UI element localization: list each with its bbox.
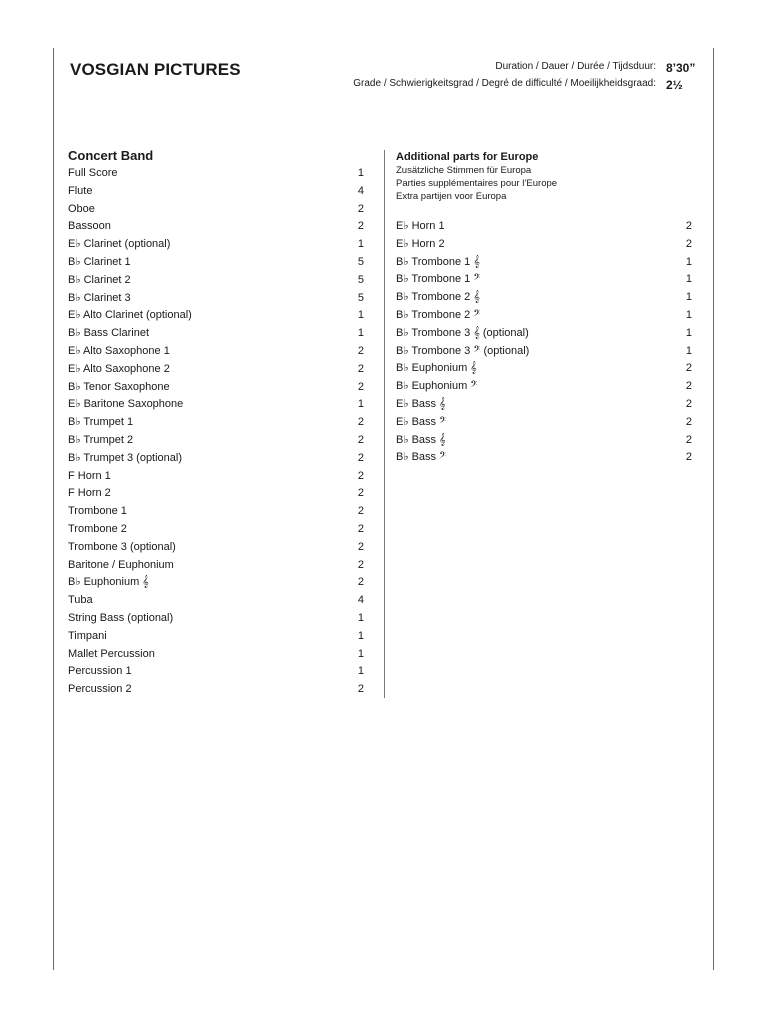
part-quantity: 2 <box>357 522 364 535</box>
part-quantity: 2 <box>357 469 364 482</box>
part-quantity: 2 <box>357 344 364 357</box>
part-name: String Bass (optional) <box>68 611 174 624</box>
part-name: Trombone 1 <box>68 505 127 518</box>
part-row <box>68 485 364 503</box>
part-row <box>396 289 692 307</box>
part-name: Full Score <box>68 167 118 179</box>
part-name: Trombone 2 <box>68 522 127 535</box>
part-row <box>68 343 364 361</box>
part-name: B♭ Trombone 1 𝄢 <box>396 273 481 286</box>
part-quantity: 2 <box>685 380 692 393</box>
page-border-left <box>53 48 54 970</box>
part-quantity: 2 <box>357 576 364 589</box>
part-quantity: 2 <box>357 540 364 553</box>
part-name: B♭ Trombone 2 𝄢 <box>396 308 481 321</box>
part-row <box>68 610 364 628</box>
column-divider <box>384 150 385 698</box>
part-name: B♭ Euphonium 𝄞 <box>68 576 149 589</box>
part-row <box>68 539 364 557</box>
part-quantity: 2 <box>685 220 692 232</box>
part-name: F Horn 1 <box>68 469 111 482</box>
duration-value: 8’30” <box>666 61 696 75</box>
part-quantity: 1 <box>357 647 364 660</box>
part-quantity: 1 <box>357 611 364 624</box>
part-row <box>68 201 364 219</box>
part-name: B♭ Clarinet 3 <box>68 291 131 304</box>
part-quantity: 1 <box>357 629 364 642</box>
part-name: F Horn 2 <box>68 487 111 500</box>
part-name: B♭ Trombone 3 𝄢 (optional) <box>396 344 530 357</box>
additional-subtitle-de: Zusätzliche Stimmen für Europa <box>396 165 532 176</box>
part-quantity: 2 <box>685 237 692 250</box>
part-name: B♭ Trumpet 1 <box>68 416 134 429</box>
grade-label: Grade / Schwierigkeitsgrad / Degré de difficulté / Moeilijkheidsgraad: <box>353 78 656 89</box>
part-row <box>68 379 364 397</box>
part-row <box>396 360 692 378</box>
part-name: B♭ Bass 𝄞 <box>396 433 446 446</box>
additional-parts-heading: Additional parts for Europe <box>396 151 539 163</box>
part-name: Oboe <box>68 202 95 215</box>
part-quantity: 2 <box>357 487 364 500</box>
part-quantity: 1 <box>357 238 364 251</box>
part-quantity: 5 <box>357 255 364 268</box>
part-quantity: 4 <box>357 594 364 607</box>
part-row <box>396 449 692 467</box>
part-name: Mallet Percussion <box>68 647 155 660</box>
part-name: B♭ Euphonium 𝄞 <box>396 362 477 375</box>
part-name: E♭ Baritone Saxophone <box>68 398 184 411</box>
part-quantity: 2 <box>357 380 364 393</box>
part-row <box>68 681 364 699</box>
part-name: E♭ Bass 𝄢 <box>396 415 447 428</box>
part-quantity: 5 <box>357 291 364 304</box>
part-name: B♭ Euphonium 𝄢 <box>396 380 478 393</box>
part-row <box>68 432 364 450</box>
part-name: Trombone 3 (optional) <box>68 540 176 553</box>
part-name: B♭ Trumpet 3 (optional) <box>68 451 183 464</box>
part-name: B♭ Trombone 1 𝄞 <box>396 255 480 268</box>
part-row <box>68 414 364 432</box>
part-name: B♭ Trumpet 2 <box>68 433 134 446</box>
part-row <box>68 574 364 592</box>
part-row <box>68 254 364 272</box>
part-quantity: 2 <box>685 397 692 410</box>
part-name: Percussion 2 <box>68 683 132 696</box>
part-name: B♭ Clarinet 2 <box>68 273 131 286</box>
part-row <box>68 165 364 183</box>
part-name: B♭ Trombone 3 𝄞 (optional) <box>396 326 529 339</box>
part-row <box>396 378 692 396</box>
additional-parts-list <box>396 218 692 467</box>
part-quantity: 5 <box>357 273 364 286</box>
additional-subtitle-fr: Parties supplémentaires pour l’Europe <box>396 178 558 189</box>
part-row <box>396 396 692 414</box>
part-quantity: 2 <box>357 202 364 215</box>
part-row <box>396 343 692 361</box>
additional-subtitle-nl: Extra partijen voor Europa <box>396 191 507 202</box>
part-name: E♭ Alto Clarinet (optional) <box>68 309 192 322</box>
part-row <box>68 521 364 539</box>
part-row <box>68 183 364 201</box>
part-name: Flute <box>68 184 93 197</box>
part-name: E♭ Bass 𝄞 <box>396 397 446 410</box>
part-name: B♭ Trombone 2 𝄞 <box>396 291 480 304</box>
part-name: Timpani <box>68 629 107 642</box>
part-row <box>68 290 364 308</box>
part-row <box>68 272 364 290</box>
duration-label: Duration / Dauer / Durée / Tijdsduur: <box>495 61 656 72</box>
part-row <box>68 557 364 575</box>
additional-parts-section <box>396 150 692 467</box>
part-row <box>396 236 692 254</box>
part-quantity: 2 <box>357 683 364 696</box>
part-quantity: 2 <box>685 451 692 464</box>
part-row <box>68 218 364 236</box>
part-quantity: 1 <box>685 308 692 321</box>
concert-band-parts-list <box>68 165 364 699</box>
part-row <box>396 254 692 272</box>
part-quantity: 2 <box>357 362 364 375</box>
part-row <box>68 396 364 414</box>
part-quantity: 1 <box>357 309 364 322</box>
part-row <box>396 414 692 432</box>
part-name: B♭ Bass 𝄢 <box>396 451 447 464</box>
part-quantity: 1 <box>685 291 692 304</box>
part-name: Baritone / Euphonium <box>68 558 174 571</box>
part-quantity: 1 <box>685 255 692 268</box>
part-row <box>396 325 692 343</box>
part-row <box>396 218 692 236</box>
part-row <box>396 307 692 325</box>
page-title: VOSGIAN PICTURES <box>70 60 241 79</box>
part-name: B♭ Clarinet 1 <box>68 255 131 268</box>
part-row <box>68 646 364 664</box>
part-quantity: 1 <box>357 167 364 179</box>
part-quantity: 1 <box>357 398 364 411</box>
part-quantity: 1 <box>685 273 692 286</box>
part-row <box>68 592 364 610</box>
part-row <box>68 503 364 521</box>
part-quantity: 2 <box>357 416 364 429</box>
part-row <box>68 450 364 468</box>
part-name: Bassoon <box>68 220 111 233</box>
page-border-right <box>713 48 714 970</box>
concert-band-heading: Concert Band <box>68 148 154 163</box>
part-quantity: 4 <box>357 184 364 197</box>
part-name: B♭ Bass Clarinet <box>68 327 149 340</box>
part-quantity: 2 <box>357 505 364 518</box>
part-quantity: 2 <box>685 362 692 375</box>
part-name: Tuba <box>68 594 93 607</box>
part-quantity: 2 <box>357 451 364 464</box>
part-row <box>68 307 364 325</box>
part-name: E♭ Horn 1 <box>396 220 445 232</box>
part-quantity: 1 <box>685 326 692 339</box>
concert-band-section <box>68 147 364 699</box>
part-row <box>396 271 692 289</box>
part-name: E♭ Horn 2 <box>396 237 445 250</box>
part-row <box>68 663 364 681</box>
part-quantity: 1 <box>357 665 364 678</box>
part-name: Percussion 1 <box>68 665 132 678</box>
part-row <box>68 468 364 486</box>
grade-value: 2½ <box>666 78 683 92</box>
part-quantity: 1 <box>357 327 364 340</box>
part-row <box>396 432 692 450</box>
part-quantity: 2 <box>357 558 364 571</box>
part-row <box>68 628 364 646</box>
part-name: E♭ Clarinet (optional) <box>68 238 171 251</box>
part-row <box>68 325 364 343</box>
part-name: E♭ Alto Saxophone 2 <box>68 362 170 375</box>
part-quantity: 2 <box>685 433 692 446</box>
part-quantity: 2 <box>357 433 364 446</box>
part-quantity: 1 <box>685 344 692 357</box>
part-name: E♭ Alto Saxophone 1 <box>68 344 170 357</box>
part-name: B♭ Tenor Saxophone <box>68 380 170 393</box>
part-quantity: 2 <box>685 415 692 428</box>
part-quantity: 2 <box>357 220 364 233</box>
part-row <box>68 236 364 254</box>
part-row <box>68 361 364 379</box>
